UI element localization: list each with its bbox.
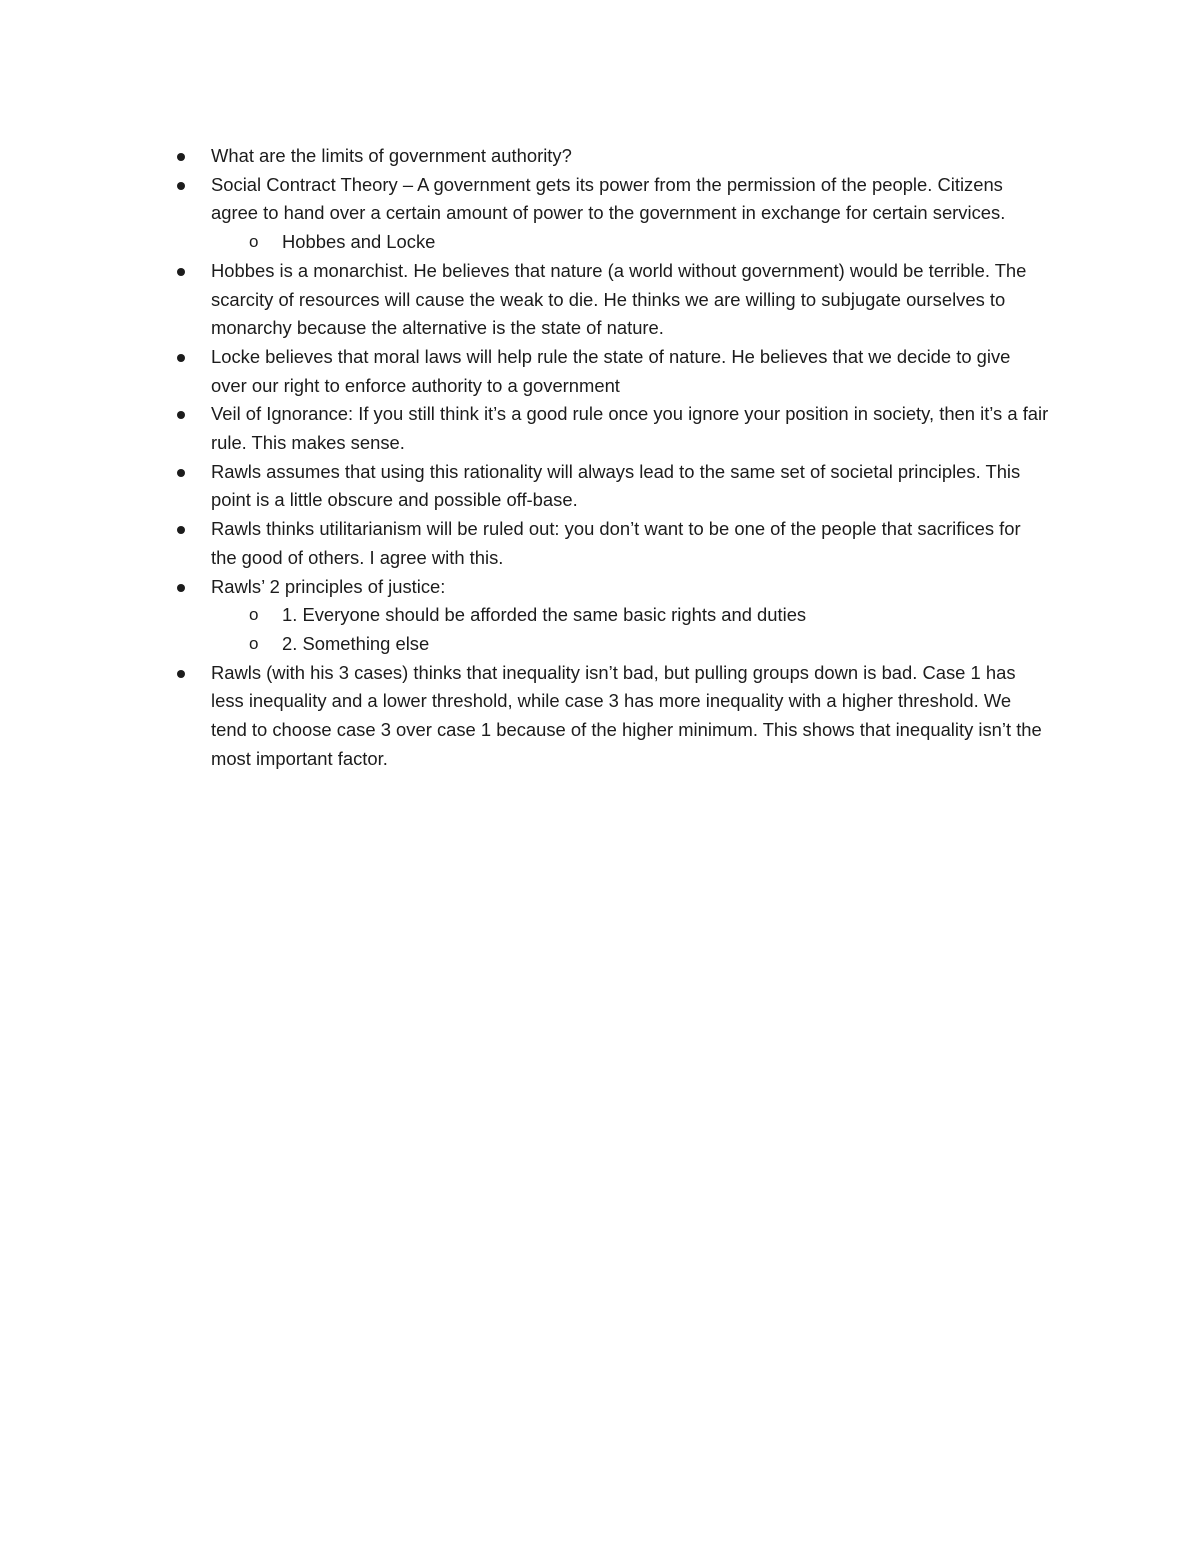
bullet-icon	[177, 469, 185, 477]
sub-list-item	[211, 228, 1051, 257]
list-item-text: Rawls (with his 3 cases) thinks that inequality isn’t bad, but pulling groups down is bad. Case 1 has less inequality and a lower threshold, while case 3 has more inequality with a higher threshold. We tend to choose case 3 over case 1 because of the higher minimum. This shows that inequality isn’t the most important factor.	[211, 661, 1042, 769]
list-item-text: Veil of Ignorance: If you still think it’s a good rule once you ignore your position in society, then it’s a fair rule. This makes sense.	[211, 403, 1049, 454]
circle-bullet-icon: o	[249, 633, 259, 653]
bullet-icon	[177, 182, 185, 190]
list-item-text: Rawls’ 2 principles of justice:	[211, 575, 446, 597]
list-item-text: Rawls assumes that using this rationality will always lead to the same set of societal principles. This point is a little obscure and possible off-base.	[211, 460, 1021, 511]
circle-bullet-icon: o	[249, 232, 259, 252]
list-item	[211, 400, 1051, 457]
sub-list	[211, 228, 1051, 257]
list-item	[211, 257, 1051, 343]
list-item-text: Locke believes that moral laws will help rule the state of nature. He believes that we decide to give over our right to enforce authority to a government	[211, 345, 1011, 396]
list-item	[211, 515, 1051, 572]
bullet-icon	[177, 670, 185, 678]
bullet-icon	[177, 153, 185, 161]
list-item-text: What are the limits of government authority?	[211, 145, 572, 166]
sub-list-item	[211, 601, 1051, 630]
bullet-icon	[177, 268, 185, 276]
list-item-text: Social Contract Theory – A government gets its power from the permission of the people. Citizens agree to hand over a certain amount of power to the government in exchange for certain services.	[211, 173, 1006, 224]
notes-list	[211, 142, 1051, 773]
bullet-icon	[177, 354, 185, 362]
list-item-text: Hobbes is a monarchist. He believes that nature (a world without government) would be terrible. The scarcity of resources will cause the weak to die. He thinks we are willing to subjugate ourselves to monarchy because the alternative is the state of nature.	[211, 259, 1027, 339]
list-item	[211, 343, 1051, 400]
sub-list-item-text: Hobbes and Locke	[282, 231, 436, 253]
list-item	[211, 171, 1051, 257]
sub-list-item-text: 1. Everyone should be afforded the same basic rights and duties	[282, 604, 807, 626]
bullet-icon	[177, 526, 185, 534]
list-item	[211, 142, 1051, 171]
sub-list-item-text: 2. Something else	[282, 632, 430, 654]
sub-list	[211, 601, 1051, 658]
list-item	[211, 573, 1051, 659]
bullet-icon	[177, 584, 185, 592]
list-item-text: Rawls thinks utilitarianism will be ruled out: you don’t want to be one of the people that sacrifices for the good of others. I agree with this.	[211, 518, 1021, 568]
list-item	[211, 659, 1051, 774]
circle-bullet-icon: o	[249, 605, 259, 625]
bullet-icon	[177, 411, 185, 419]
sub-list-item	[211, 630, 1051, 659]
list-item	[211, 458, 1051, 515]
